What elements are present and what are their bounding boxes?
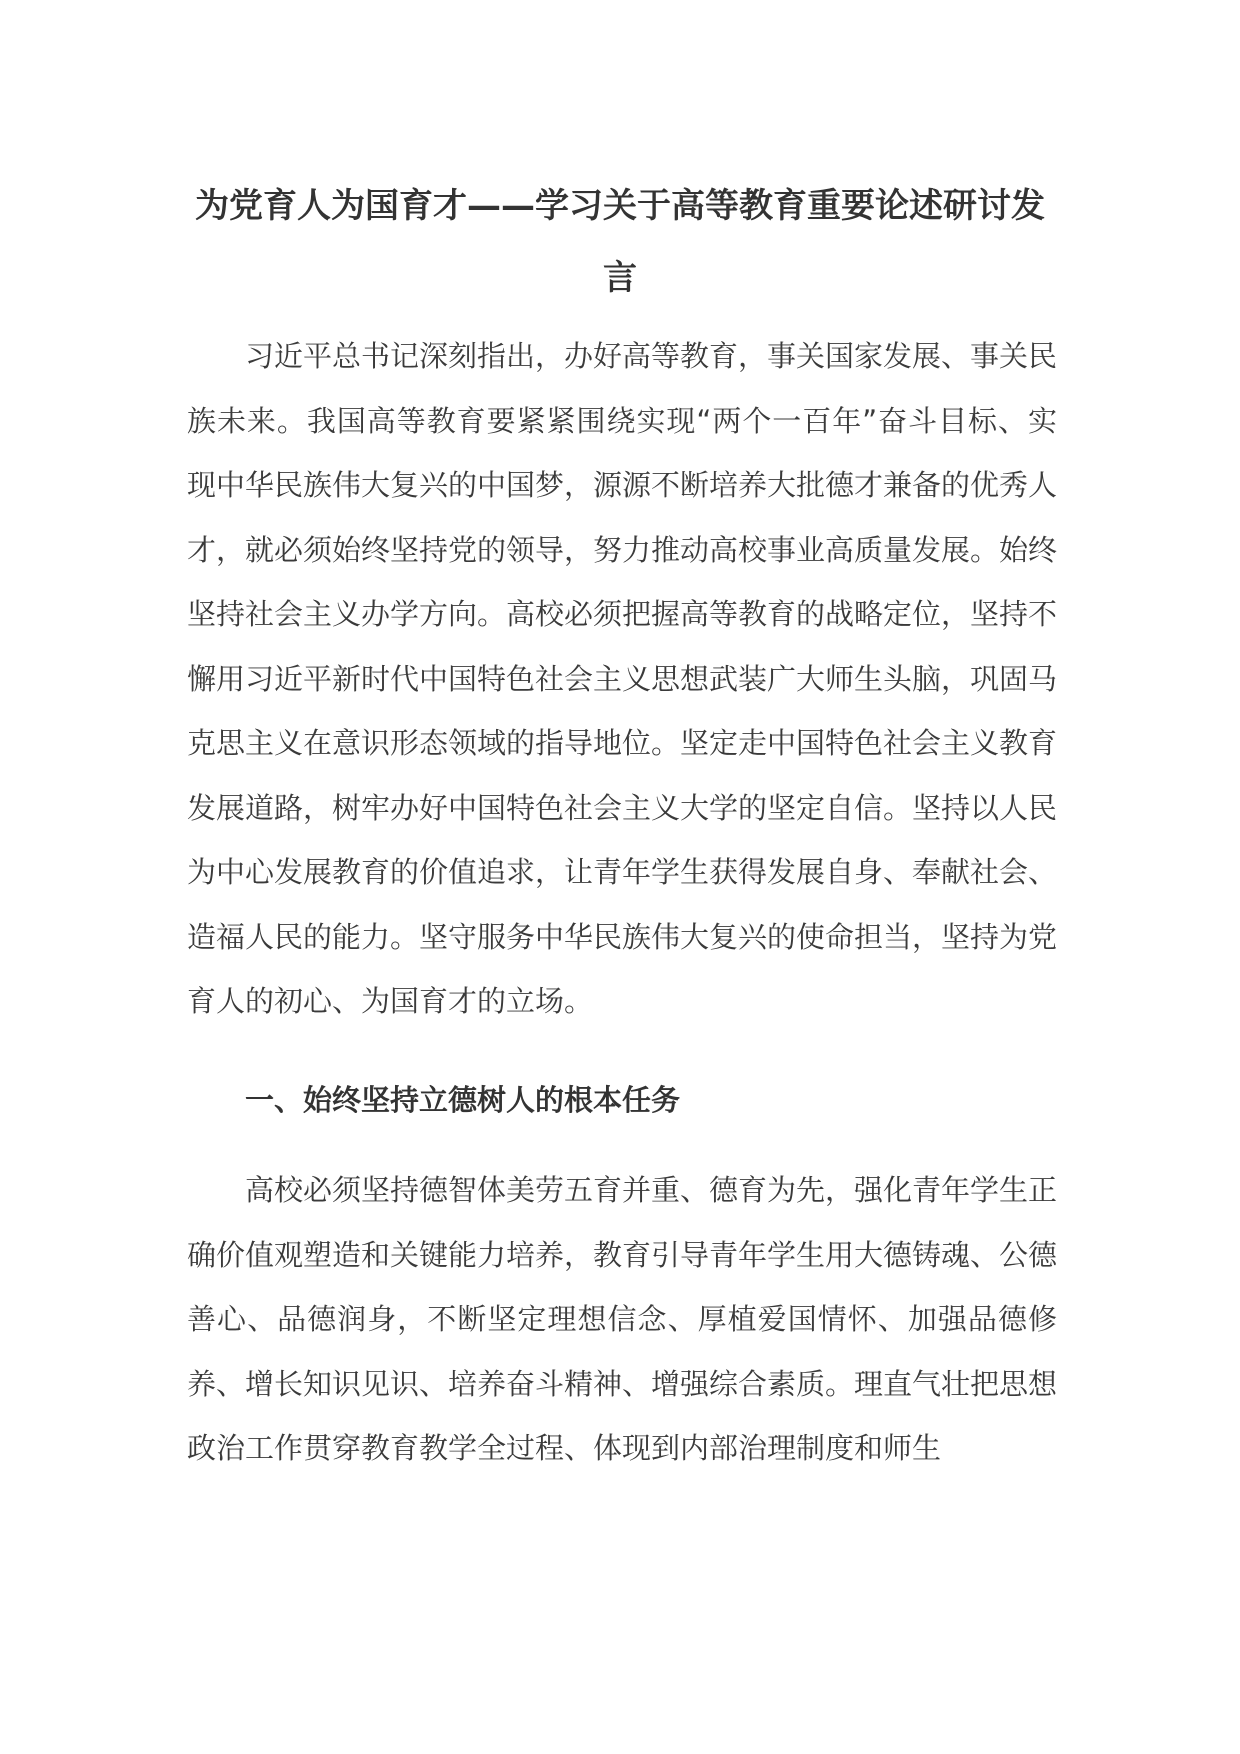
document-title: 为党育人为国育才——学习关于高等教育重要论述研讨发言 — [195, 186, 1045, 298]
section-heading-1: 一、始终坚持立德树人的根本任务 — [245, 1083, 681, 1117]
body-paragraph-1: 习近平总书记深刻指出，办好高等教育，事关国家发展、事关民族未来。我国高等教育要紧紧围绕实现“两个一百年”奋斗目标、实现中华民族伟大复兴的中国梦，源源不断培养大批德才兼备的优秀人才，就必须始终坚持党的领导，努力推动高校事业高质量发展。始终坚持社会主义办学方向。高校必须把握高等教育的战略定位，坚持不懈用习近平新时代中国特色社会主义思想武装广大师生头脑，巩固马克思主义在意识形态领域的指导地位。坚定走中国特色社会主义教育发展道路，树牢办好中国特色社会主义大学的坚定自信。坚持以人民为中心发展教育的价值追求，让青年学生获得发展自身、奉献社会、造福人民的能力。坚守服务中华民族伟大复兴的使命担当，坚持为党育人的初心、为国育才的立场。 — [187, 339, 1058, 1018]
body-paragraph-2: 高校必须坚持德智体美劳五育并重、德育为先，强化青年学生正确价值观塑造和关键能力培养，教育引导青年学生用大德铸魂、公德善心、品德润身，不断坚定理想信念、厚植爱国情怀、加强品德修养、增长知识见识、培养奋斗精神、增强综合素质。理直气壮把思想政治工作贯穿教育教学全过程、体现到内部治理制度和师生 — [187, 1173, 1058, 1465]
